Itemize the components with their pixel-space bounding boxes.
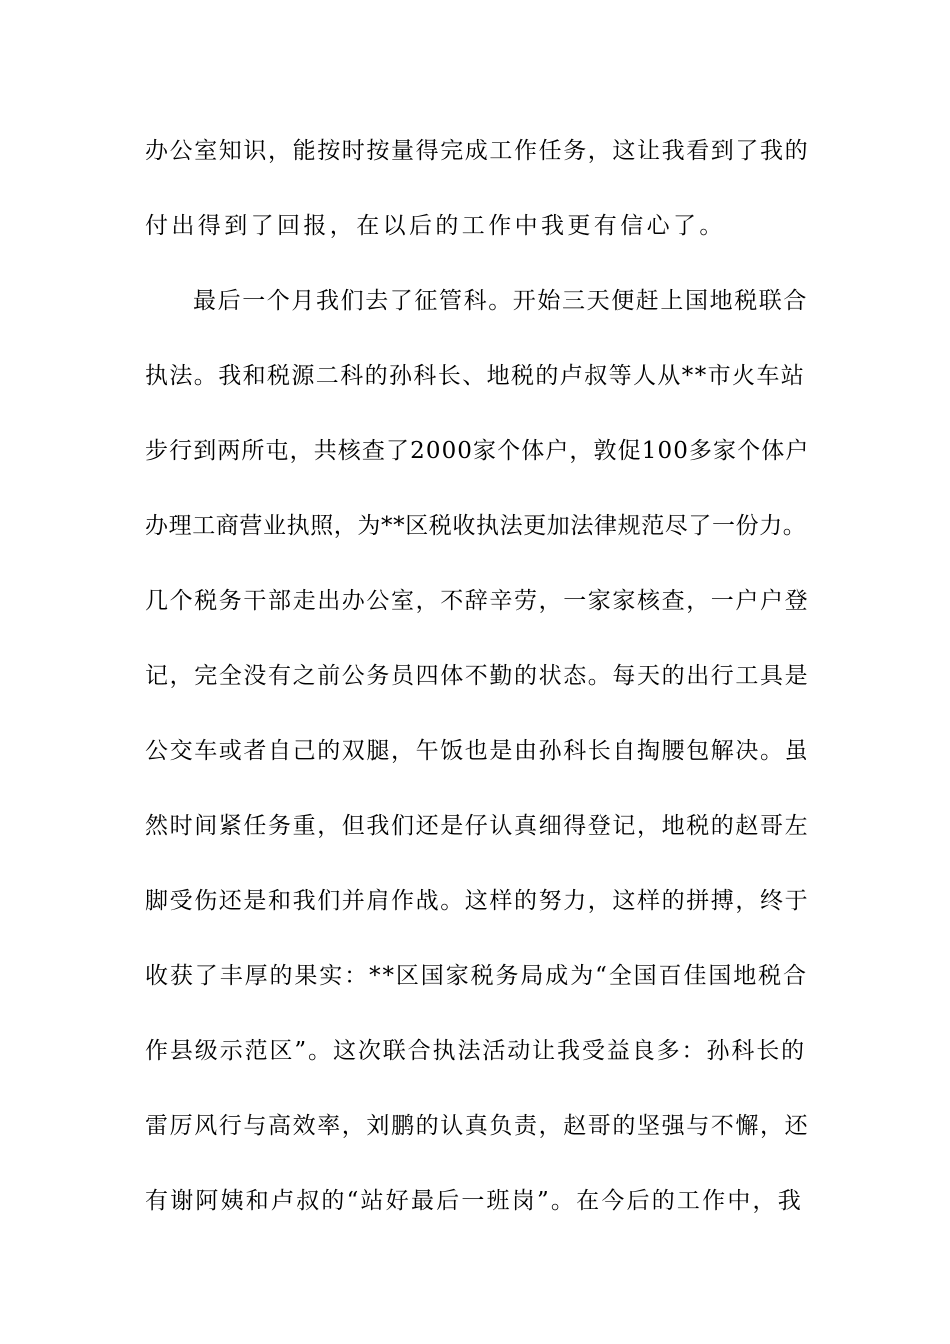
text-line: 几个税务干部走出办公室，不辞辛劳，一家家核查，一户户登 <box>145 588 810 614</box>
text-line: 收获了丰厚的果实：**区国家税务局成为“全国百佳国地税合 <box>145 963 808 989</box>
text-line: 办公室知识，能按时按量得完成工作任务，这让我看到了我的 <box>145 138 810 164</box>
text-line: 步行到两所屯，共核查了2000家个体户，敦促100多家个体户 <box>145 438 810 464</box>
text-line: 办理工商营业执照，为**区税收执法更加法律规范尽了一份力。 <box>145 513 807 539</box>
text-line: 作县级示范区”。这次联合执法活动让我受益良多：孙科长的 <box>145 1038 807 1064</box>
text-line: 付出得到了回报，在以后的工作中我更有信心了。 <box>145 213 726 239</box>
text-line: 脚受伤还是和我们并肩作战。这样的努力，这样的拼搏，终于 <box>145 888 810 914</box>
text-line: 记，完全没有之前公务员四体不勤的状态。每天的出行工具是 <box>145 663 810 689</box>
text-line: 雷厉风行与高效率，刘鹏的认真负责，赵哥的坚强与不懈，还 <box>145 1113 810 1139</box>
body-text <box>145 126 810 1251</box>
text-line: 然时间紧任务重，但我们还是仔认真细得登记，地税的赵哥左 <box>145 813 810 839</box>
paragraph-first-line: 最后一个月我们去了征管科。开始三天便赶上国地税联合 <box>193 288 808 314</box>
text-line: 公交车或者自己的双腿，午饭也是由孙科长自掏腰包解决。虽 <box>145 738 810 764</box>
text-line: 有谢阿姨和卢叔的“站好最后一班岗”。在今后的工作中，我 <box>145 1188 803 1214</box>
text-line: 执法。我和税源二科的孙科长、地税的卢叔等人从**市火车站 <box>145 363 806 389</box>
